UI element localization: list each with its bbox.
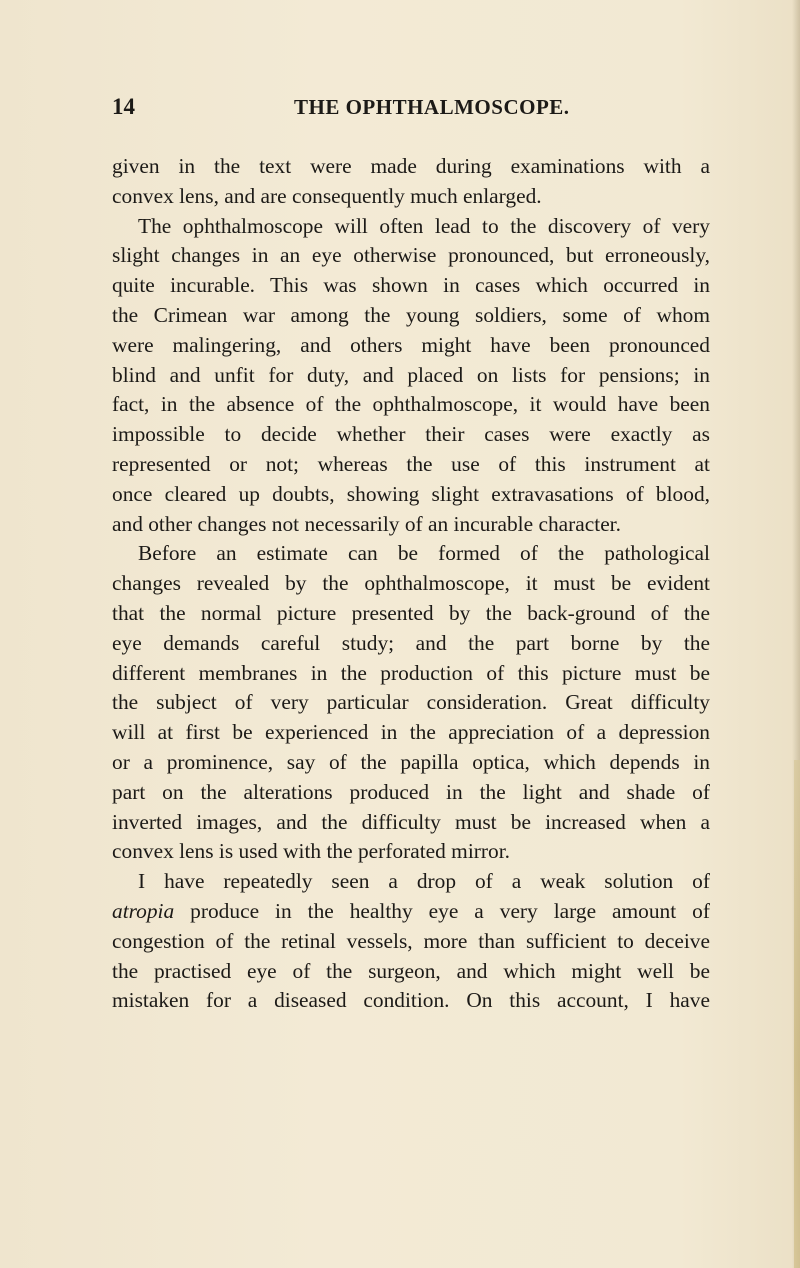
- text-line: the subject of very particular consideration. Great difficulty: [112, 690, 710, 715]
- page-header: [112, 94, 712, 124]
- text-line: congestion of the retinal vessels, more than sufficient to deceive: [112, 928, 710, 953]
- text-line: fact, in the absence of the ophthalmoscope, it would have been: [112, 392, 710, 417]
- text-line: Before an estimate can be formed of the pathological: [138, 541, 710, 566]
- text-line: different membranes in the production of this picture must be: [112, 660, 710, 685]
- text-line: changes revealed by the ophthalmoscope, it must be evident: [112, 571, 710, 596]
- text-line: I have repeatedly seen a drop of a weak solution of: [138, 869, 710, 894]
- text-line: and other changes not necessarily of an incurable character.: [112, 511, 621, 536]
- text-line: that the normal picture presented by the back-ground of the: [112, 600, 710, 625]
- text-line: impossible to decide whether their cases were exactly as: [112, 422, 710, 447]
- text-line: eye demands careful study; and the part borne by the: [112, 630, 710, 655]
- text-line: will at first be experienced in the appreciation of a depression: [112, 720, 710, 745]
- text-line: mistaken for a diseased condition. On this account, I have: [112, 988, 710, 1013]
- text-line: blind and unfit for duty, and placed on lists for pensions; in: [112, 362, 710, 387]
- text-line: part on the alterations produced in the light and shade of: [112, 779, 710, 804]
- text-line-rest: produce in the healthy eye a very large amount of: [190, 898, 710, 923]
- text-line: or a prominence, say of the papilla optica, which depends in: [112, 749, 710, 774]
- text-line: were malingering, and others might have been pronounced: [112, 332, 710, 357]
- italic-word: atropia: [112, 898, 175, 923]
- text-line: represented or not; whereas the use of this instrument at: [112, 451, 710, 476]
- text-line-with-italic: [112, 897, 710, 927]
- text-line: slight changes in an eye otherwise pronounced, but erroneously,: [112, 243, 710, 268]
- text-line: The ophthalmoscope will often lead to the discovery of very: [138, 213, 710, 238]
- text-line: once cleared up doubts, showing slight extravasations of blood,: [112, 481, 710, 506]
- text-line: convex lens is used with the perforated mirror.: [112, 839, 510, 864]
- text-line: the practised eye of the surgeon, and which might well be: [112, 958, 710, 983]
- text-line: inverted images, and the difficulty must be increased when a: [112, 809, 710, 834]
- body-text: [112, 152, 710, 1016]
- page-number: 14: [112, 94, 135, 119]
- page-edge-strip: [794, 760, 800, 1268]
- running-head: THE OPHTHALMOSCOPE.: [294, 95, 570, 119]
- text-line: the Crimean war among the young soldiers, some of whom: [112, 302, 710, 327]
- text-line: convex lens, and are consequently much enlarged.: [112, 183, 542, 208]
- text-line: quite incurable. This was shown in cases which occurred in: [112, 273, 710, 298]
- text-line: given in the text were made during examinations with a: [112, 154, 710, 178]
